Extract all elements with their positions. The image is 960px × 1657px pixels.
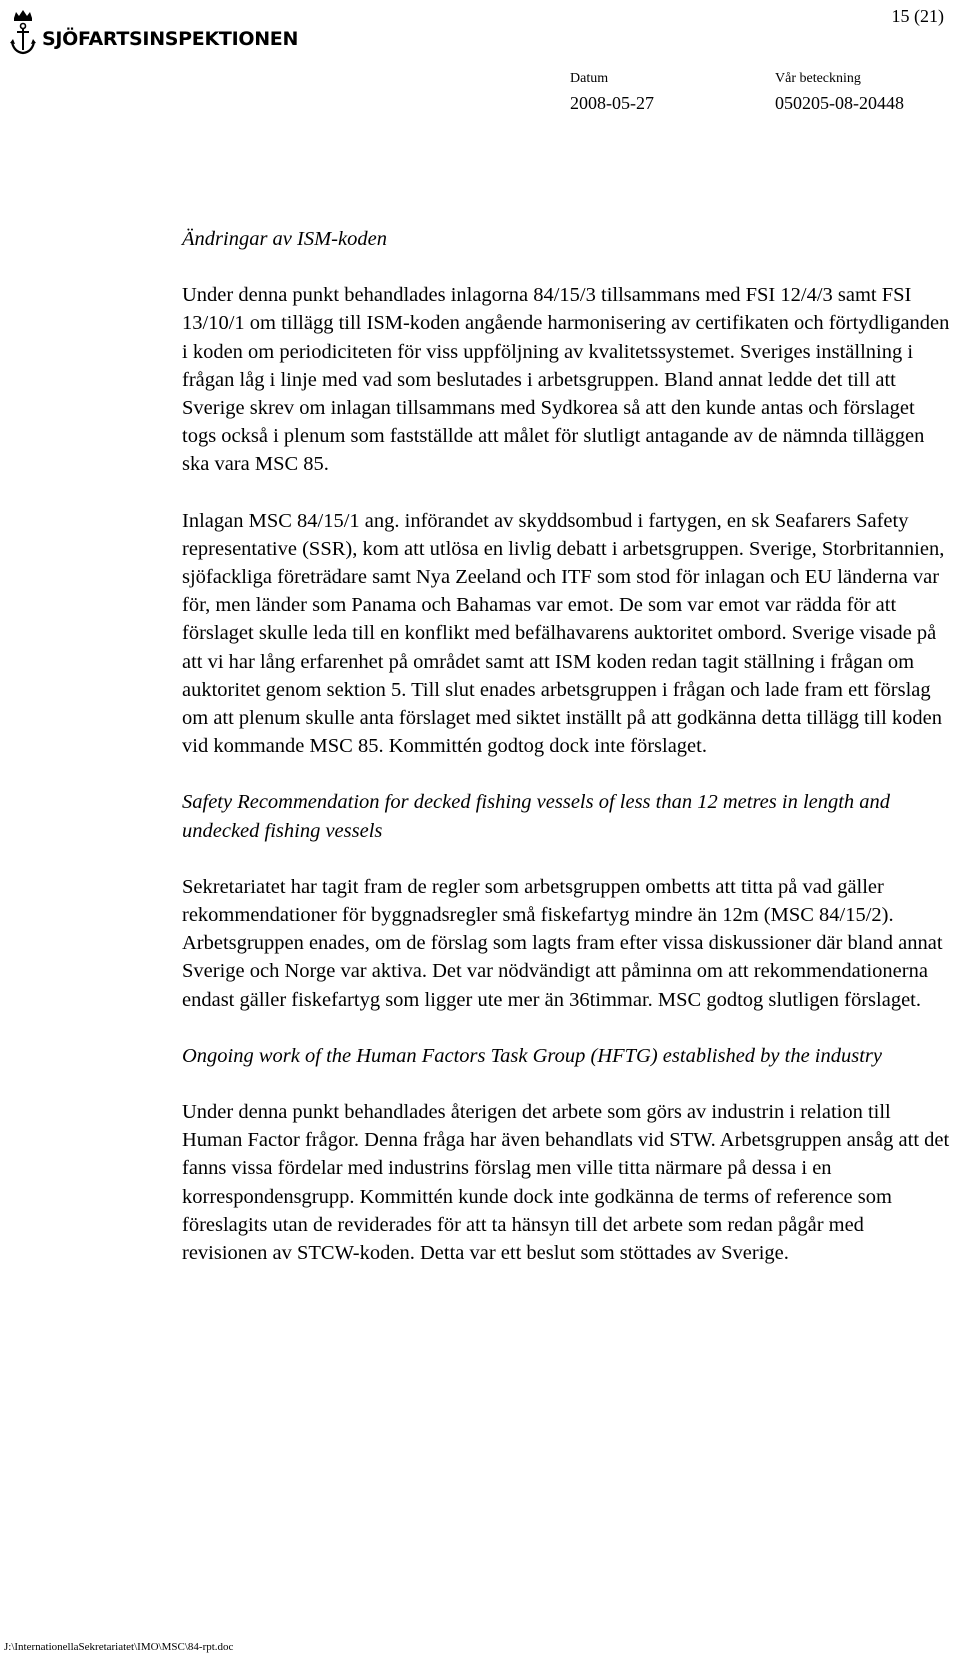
reference-value: 050205-08-20448	[775, 93, 904, 113]
reference-block	[775, 70, 904, 116]
body-paragraph: Sekretariatet har tagit fram de regler som arbetsgruppen ombetts att titta på vad gäller rekommendationer för byggnadsregler små fiskefartyg mindre än 12m (MSC 84/15/2). Arbetsgruppen enades, om de förslag som lagts fram efter vissa diskussioner där bland annat Sverige och Norge var aktiva. Det var nödvändigt att påminna om att rekommendationerna endast gäller fiskefartyg som ligger ute mer än 36timmar. MSC godtog slutligen förslaget.	[182, 875, 943, 1011]
section-heading: Safety Recommendation for decked fishing vessels of less than 12 metres in length and undecked fishing vessels	[182, 791, 891, 842]
section-heading: Ongoing work of the Human Factors Task Group (HFTG) established by the industry	[182, 1044, 883, 1067]
reference-label: Vår beteckning	[775, 71, 861, 86]
file-path-footer: J:\InternationellaSekretariatet\IMO\MSC\84-rpt.doc	[4, 1641, 234, 1653]
section-heading: Ändringar av ISM-koden	[182, 228, 387, 250]
body-paragraph: Inlagan MSC 84/15/1 ang. införandet av skyddsombud i fartygen, en sk Seafarers Safety representative (SSR), kom att utlösa en livlig debatt i arbetsgruppen. Sverige, Storbritannien, sjöfackliga företrädare samt Nya Zeeland och ITF som stod för inlagan och EU länderna var för, men länder som Panama och Bahamas var emot. De som var emot var rädda för att förslaget skulle leda till en konflikt med befälhavarens auktoritet ombord. Sverige visade på att vi har lång erfarenhet på området samt att ISM koden redan tagit ställning i frågan om auktoritet genom sektion 5. Till slut enades arbetsgruppen i frågan och lade fram ett förslag om att plenum skulle anta förslaget med siktet inställt på att godkänna detta tillägg till koden vid kommande MSC 85. Kommittén godtog dock inte förslaget.	[182, 509, 945, 758]
org-logo	[8, 8, 298, 58]
date-block	[570, 70, 654, 116]
document-body	[182, 225, 952, 1267]
date-label: Datum	[570, 71, 609, 86]
crown-anchor-icon	[8, 8, 38, 58]
org-name: SJÖFARTSINSPEKTIONEN	[42, 28, 299, 50]
body-paragraph: Under denna punkt behandlades återigen det arbete som görs av industrin i relation till Human Factor frågor. Denna fråga har även behandlats vid STW. Arbetsgruppen ansåg att det fanns vissa fördelar med industrins förslag men ville titta närmare på dessa i en korrespondensgrupp. Kommittén kunde dock inte godkänna de terms of reference som föreslagits utan de reviderades för att ta hänsyn till det arbete som redan pågår med revisionen av STCW-koden. Detta var ett beslut som stöttades av Sverige.	[182, 1101, 950, 1265]
body-paragraph: Under denna punkt behandlades inlagorna 84/15/3 tillsammans med FSI 12/4/3 samt FSI 13/10/1 om tillägg till ISM-koden angående harmonisering av certifikaten och förtydliganden i koden om periodiciteten för viss uppföljning av kvalitetssystemet. Sveriges inställning i frågan låg i linje med vad som beslutades i arbetsgruppen. Bland annat ledde det till att Sverige skrev om inlagan tillsammans med Sydkorea så att den kunde antas och förslaget togs också i plenum som fastställde att målet för slutligt antagande av de nämnda tilläggen ska vara MSC 85.	[182, 284, 950, 476]
date-value: 2008-05-27	[570, 93, 654, 113]
page-number: 15 (21)	[891, 6, 944, 26]
